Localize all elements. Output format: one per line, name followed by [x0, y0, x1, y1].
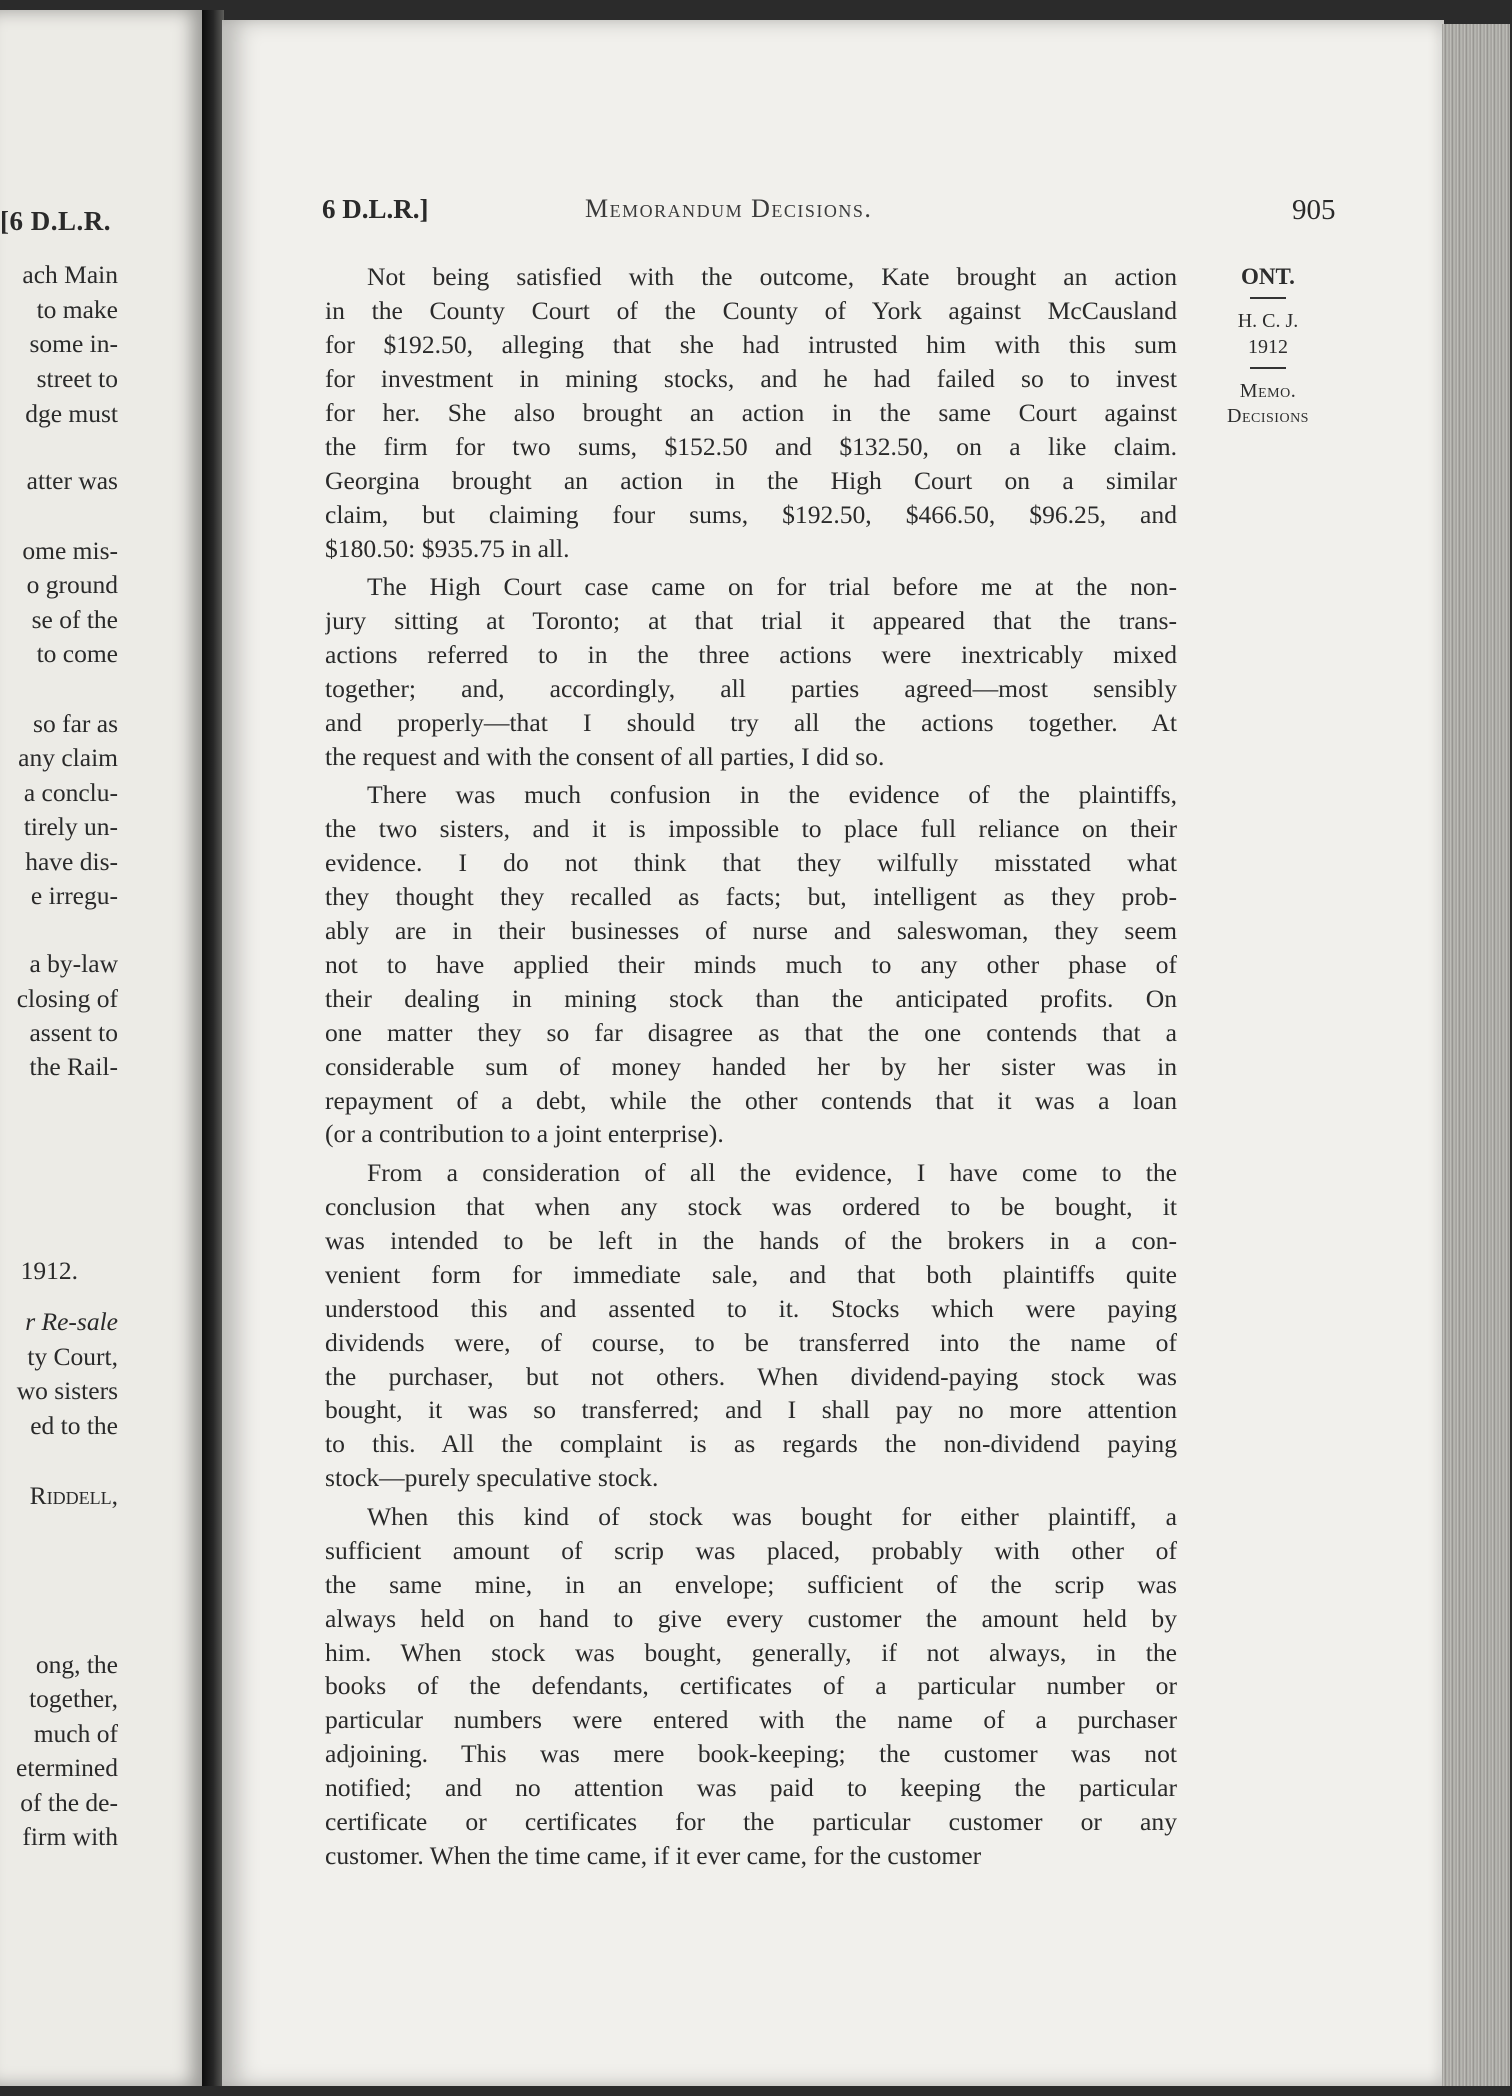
- margin-year: 1912: [1248, 336, 1288, 359]
- text-line: When this kind of stock was bought for either plaintiff, a: [367, 1501, 1177, 1531]
- page-edges: [1442, 24, 1510, 2086]
- text-line: to this. All the complaint is as regards the non-dividend paying: [325, 1429, 1177, 1459]
- left-page-line: e irregu-: [30, 881, 118, 910]
- text-line: and properly—that I should try all the actions together. At: [325, 707, 1177, 737]
- left-running-head: [6 D.L.R.: [0, 206, 111, 236]
- text-line: (or a contribution to a joint enterprise).: [325, 1119, 724, 1149]
- left-page-line: have dis-: [25, 847, 118, 876]
- text-line: for her. She also brought an action in the same Court against: [325, 397, 1177, 427]
- left-page-line: ong, the: [35, 1650, 118, 1679]
- text-line: in the County Court of the County of York against McCausland: [325, 295, 1177, 325]
- text-line: jury sitting at Toronto; at that trial it appeared that the trans-: [325, 605, 1177, 635]
- left-page-line: etermined: [16, 1753, 118, 1782]
- left-page-line: to come: [36, 639, 118, 668]
- margin-province: ONT.: [1241, 264, 1295, 289]
- text-line: certificate or certificates for the particular customer or any: [325, 1807, 1177, 1837]
- left-page-line: ome mis-: [22, 536, 118, 565]
- paragraph: [325, 1156, 1177, 1495]
- text-line: the firm for two sums, $152.50 and $132.50, on a like claim.: [325, 431, 1177, 461]
- text-line: was intended to be left in the hands of the brokers in a con-: [325, 1225, 1177, 1255]
- left-page-line: o ground: [26, 570, 118, 599]
- left-page-line: a conclu-: [23, 778, 118, 807]
- left-page-line: ed to the: [30, 1411, 118, 1440]
- left-page-line: street to: [36, 364, 118, 393]
- text-line: considerable sum of money handed her by her sister was in: [325, 1051, 1177, 1081]
- margin-note: [1198, 262, 1338, 430]
- left-page-line: se of the: [31, 605, 118, 634]
- left-page-line: together,: [29, 1684, 118, 1713]
- text-line: evidence. I do not think that they wilfully misstated what: [325, 847, 1177, 877]
- text-line: The High Court case came on for trial before me at the non-: [367, 571, 1177, 601]
- text-line: Not being satisfied with the outcome, Kate brought an action: [367, 262, 1177, 291]
- body-text: [325, 260, 1177, 1873]
- text-line: stock—purely speculative stock.: [325, 1463, 659, 1493]
- text-line: books of the defendants, certificates of a particular number or: [325, 1671, 1177, 1701]
- book-gutter: [202, 10, 224, 2086]
- left-page-line: so far as: [33, 709, 118, 738]
- text-line: repayment of a debt, while the other contends that it was a loan: [325, 1085, 1177, 1115]
- running-head-volume: 6 D.L.R.]: [322, 194, 429, 224]
- left-page-line: tirely un-: [23, 812, 118, 841]
- text-line: claim, but claiming four sums, $192.50, $466.50, $96.25, and: [325, 499, 1177, 529]
- text-line: There was much confusion in the evidence of the plaintiffs,: [367, 780, 1177, 810]
- left-page-line: ty Court,: [27, 1342, 118, 1371]
- left-page-line: r Re-sale: [25, 1307, 118, 1336]
- left-page-line: atter was: [26, 466, 118, 495]
- text-line: From a consideration of all the evidence, I have come to the: [367, 1157, 1177, 1187]
- left-page-line: much of: [33, 1719, 118, 1748]
- text-line: adjoining. This was mere book-keeping; the customer was not: [325, 1739, 1177, 1769]
- left-page-line: ach Main: [22, 260, 118, 289]
- left-page-line: Riddell,: [29, 1481, 118, 1510]
- margin-rule: [1250, 297, 1286, 299]
- text-line: one matter they so far disagree as that the one contends that a: [325, 1017, 1177, 1047]
- left-page-line: to make: [36, 295, 118, 324]
- text-line: Georgina brought an action in the High Court on a similar: [325, 465, 1177, 495]
- left-page-line: 1912.: [20, 1256, 78, 1285]
- paragraph: [325, 778, 1177, 1151]
- left-page-line: firm with: [22, 1822, 118, 1851]
- margin-label-1: Memo.: [1239, 379, 1297, 402]
- margin-label-2: Decisions: [1227, 405, 1309, 428]
- left-page-line: assent to: [29, 1018, 118, 1047]
- text-line: him. When stock was bought, generally, if not always, in the: [325, 1637, 1177, 1667]
- text-line: they thought they recalled as facts; but, intelligent as they prob-: [325, 881, 1177, 911]
- text-line: for investment in mining stocks, and he had failed so to invest: [325, 363, 1177, 393]
- left-page-line: some in-: [29, 329, 118, 358]
- text-line: sufficient amount of scrip was placed, probably with other of: [325, 1535, 1177, 1565]
- page-number: 905: [1292, 194, 1336, 226]
- text-line: their dealing in mining stock than the anticipated profits. On: [325, 983, 1177, 1013]
- left-page-line: a by-law: [29, 949, 118, 978]
- paragraph: [325, 1500, 1177, 1873]
- margin-rule: [1250, 367, 1286, 369]
- text-line: bought, it was so transferred; and I shall pay no more attention: [325, 1395, 1177, 1425]
- text-line: not to have applied their minds much to any other phase of: [325, 949, 1177, 979]
- text-line: the same mine, in an envelope; sufficient of the scrip was: [325, 1569, 1177, 1599]
- text-line: conclusion that when any stock was ordered to be bought, it: [325, 1191, 1177, 1221]
- text-line: $180.50: $935.75 in all.: [325, 533, 570, 563]
- text-line: always held on hand to give every customer the amount held by: [325, 1603, 1177, 1633]
- text-line: understood this and assented to it. Stocks which were paying: [325, 1293, 1177, 1323]
- left-page-line: the Rail-: [29, 1052, 118, 1081]
- text-line: ably are in their businesses of nurse and saleswoman, they seem: [325, 915, 1177, 945]
- text-line: customer. When the time came, if it ever came, for the customer: [325, 1841, 982, 1871]
- text-line: the purchaser, but not others. When dividend-paying stock was: [325, 1361, 1177, 1391]
- left-page-line: any claim: [18, 743, 118, 772]
- text-line: the two sisters, and it is impossible to place full reliance on their: [325, 814, 1177, 843]
- paragraph: [325, 570, 1177, 774]
- left-page-line: closing of: [16, 984, 118, 1013]
- text-line: for $192.50, alleging that she had intrusted him with this sum: [325, 329, 1177, 359]
- running-head-title: Memorandum Decisions.: [585, 194, 873, 223]
- left-page-line: wo sisters: [16, 1376, 118, 1405]
- left-page: [0, 10, 206, 2086]
- text-line: together; and, accordingly, all parties agreed—most sensibly: [325, 673, 1177, 703]
- left-page-line: of the de-: [20, 1788, 118, 1817]
- text-line: dividends were, of course, to be transferred into the name of: [325, 1327, 1177, 1357]
- text-line: actions referred to in the three actions were inextricably mixed: [325, 639, 1177, 669]
- text-line: venient form for immediate sale, and that both plaintiffs quite: [325, 1259, 1177, 1289]
- margin-court: H. C. J.: [1237, 310, 1299, 333]
- left-page-line: dge must: [25, 399, 118, 428]
- paragraph: [325, 260, 1177, 565]
- text-line: particular numbers were entered with the name of a purchaser: [325, 1705, 1177, 1735]
- text-line: notified; and no attention was paid to keeping the particular: [325, 1773, 1177, 1803]
- text-line: the request and with the consent of all parties, I did so.: [325, 741, 885, 771]
